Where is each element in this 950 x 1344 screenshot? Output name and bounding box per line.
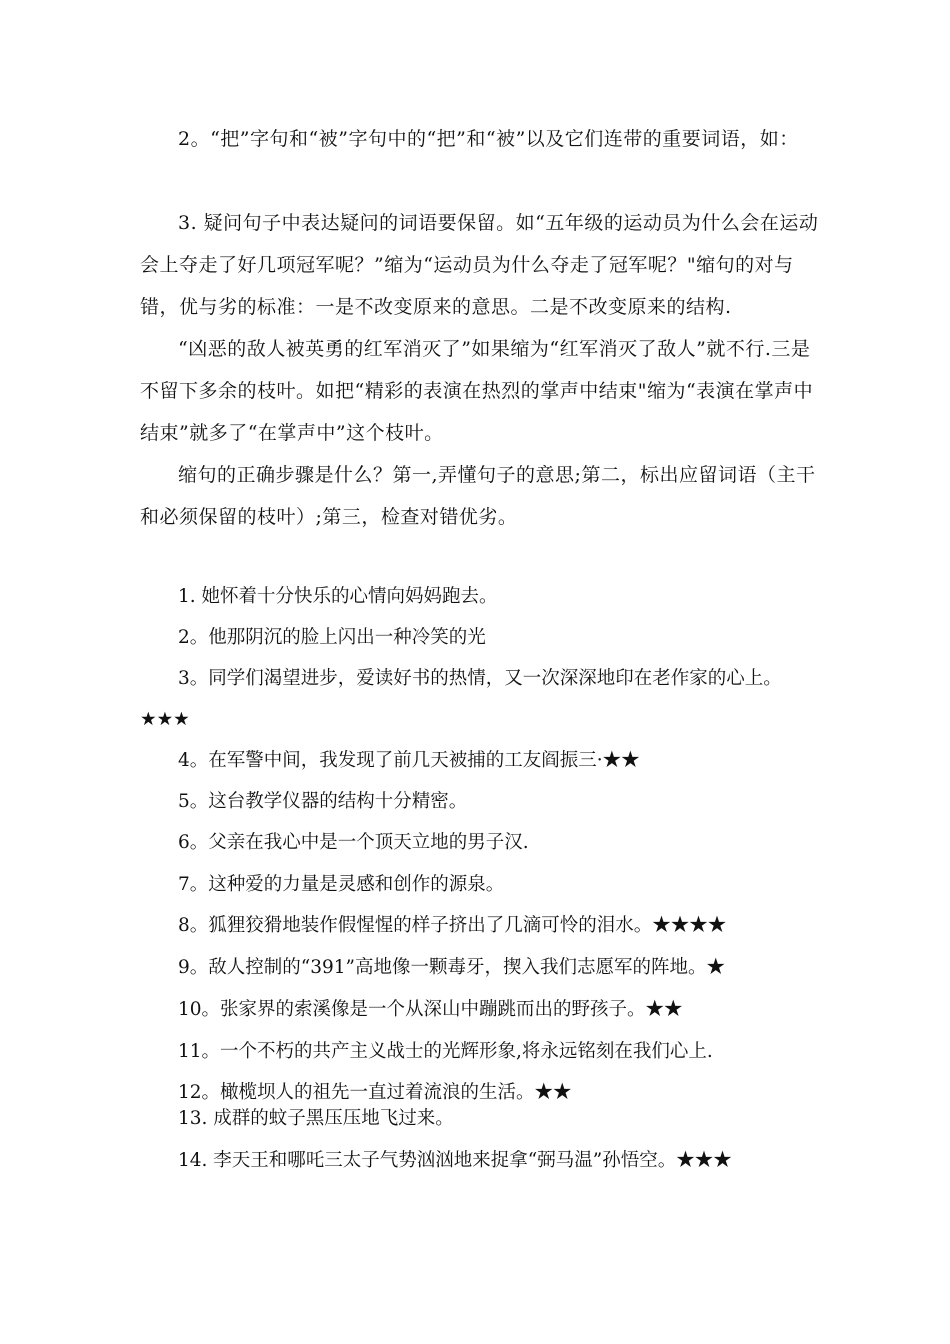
- list-item-3: 3。同学们渴望进步，爱读好书的热情，又一次深深地印在老作家的心上。: [178, 668, 782, 689]
- paragraph-1: 2。“把”字句和“被”字句中的“把”和“被”以及它们连带的重要词语，如：: [178, 128, 799, 150]
- list-item-6: 6。父亲在我心中是一个顶天立地的男子汉.: [178, 832, 529, 853]
- list-item-14: 14. 李天王和哪吒三太子气势汹汹地来捉拿“弼马温”孙悟空。★★★: [178, 1150, 732, 1171]
- list-item-3-stars: ★★★: [140, 709, 190, 730]
- list-item-12: 12。橄榄坝人的祖先一直过着流浪的生活。★★: [178, 1082, 572, 1103]
- list-item-11: 11。一个不朽的共产主义战士的光辉形象,将永远铭刻在我们心上.: [178, 1041, 713, 1062]
- list-item-2: 2。他那阴沉的脸上闪出一种冷笑的光: [178, 627, 486, 648]
- list-item-13: 13. 成群的蚊子黑压压地飞过来。: [178, 1108, 454, 1129]
- list-item-5: 5。这台教学仪器的结构十分精密。: [178, 791, 468, 812]
- list-item-9: 9。敌人控制的“391”高地像一颗毒牙，揳入我们志愿军的阵地。★: [178, 957, 725, 978]
- paragraph-2: 3. 疑问句子中表达疑问的词语要保留。如“五年级的运动员为什么会在运动会上夺走了好几项冠军呢？”缩为“运动员为什么夺走了冠军呢？"缩句的对与错，优与劣的标准：一是不改变原来的意思。二是不改变原来的结构.: [140, 212, 819, 318]
- list-item-10: 10。张家界的索溪像是一个从深山中蹦跳而出的野孩子。★★: [178, 999, 683, 1020]
- paragraph-3: “凶恶的敌人被英勇的红军消灭了”如果缩为“红军消灭了敌人”就不行.三是不留下多余的枝叶。如把“精彩的表演在热烈的掌声中结束"缩为“表演在掌声中结束”就多了“在掌声中”这个枝叶。: [140, 338, 814, 444]
- paragraph-4: 缩句的正确步骤是什么？第一,弄懂句子的意思;第二，标出应留词语（主干和必须保留的枝叶）;第三，检查对错优劣。: [140, 464, 816, 528]
- list-item-4: 4。在军警中间，我发现了前几天被捕的工友阎振三·★★: [178, 750, 640, 771]
- list-item-8: 8。狐狸狡猾地装作假惺惺的样子挤出了几滴可怜的泪水。★★★★: [178, 915, 727, 936]
- list-item-1: 1. 她怀着十分快乐的心情向妈妈跑去。: [178, 586, 498, 607]
- list-item-7: 7。这种爱的力量是灵感和创作的源泉。: [178, 874, 505, 895]
